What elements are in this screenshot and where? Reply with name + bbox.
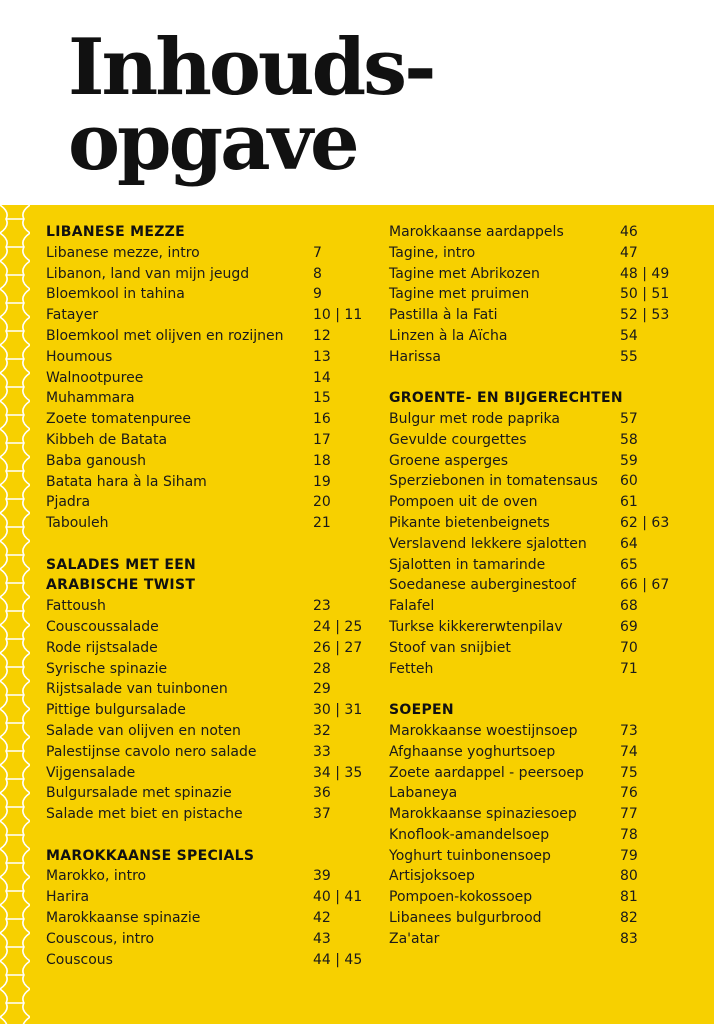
toc-entry-page: 26 | 27 xyxy=(313,639,363,656)
toc-entry-page: 78 xyxy=(620,826,638,843)
toc-entry xyxy=(389,451,709,472)
toc-entry-title: Pompoen uit de oven xyxy=(389,494,538,511)
toc-entry xyxy=(389,929,709,950)
toc-entry-page: 18 xyxy=(313,452,331,469)
toc-entry-title: Tagine, intro xyxy=(389,244,476,261)
toc-entry-title: Pjadra xyxy=(46,494,91,511)
toc-entry xyxy=(46,659,366,680)
toc-entry xyxy=(46,742,366,763)
toc-entry-page: 36 xyxy=(313,785,331,802)
toc-entry-page: 17 xyxy=(313,431,331,448)
page-title-line-2: opgave xyxy=(68,97,357,188)
section-heading-continued: ARABISCHE TWIST xyxy=(46,577,196,594)
toc-entry-title: Soedanese auberginestoof xyxy=(389,577,576,594)
toc-entry xyxy=(46,451,366,472)
section-heading: SALADES MET EEN xyxy=(46,556,197,573)
toc-entry xyxy=(46,596,366,617)
toc-entry xyxy=(389,471,709,492)
toc-entry xyxy=(46,430,366,451)
toc-entry-title: Zoete aardappel - peersoep xyxy=(389,764,584,781)
toc-entry xyxy=(46,513,366,534)
toc-entry-page: 39 xyxy=(313,868,331,885)
toc-entry-page: 13 xyxy=(313,348,331,365)
toc-entry-page: 29 xyxy=(313,681,331,698)
toc-entry xyxy=(389,264,709,285)
toc-entry-page: 81 xyxy=(620,889,638,906)
section-salades xyxy=(46,555,366,825)
toc-entry-title: Bulgur met rode paprika xyxy=(389,411,560,428)
toc-entry xyxy=(389,347,709,368)
left-column xyxy=(46,222,366,991)
toc-entry-page: 42 xyxy=(313,910,331,927)
contents-panel xyxy=(0,205,714,1024)
toc-entry-page: 61 xyxy=(620,494,638,511)
toc-entry-page: 65 xyxy=(620,556,638,573)
toc-entry-page: 48 | 49 xyxy=(620,265,670,282)
toc-entry xyxy=(389,763,709,784)
toc-entry-page: 59 xyxy=(620,452,638,469)
toc-entry-page: 77 xyxy=(620,806,638,823)
toc-entry-title: Pittige bulgursalade xyxy=(46,702,186,719)
toc-entry xyxy=(389,742,709,763)
toc-entry-title: Couscoussalade xyxy=(46,619,159,636)
toc-entry-page: 55 xyxy=(620,348,638,365)
toc-entry xyxy=(46,472,366,493)
toc-entry-page: 14 xyxy=(313,369,331,386)
toc-entry-title: Kibbeh de Batata xyxy=(46,431,168,448)
toc-entry xyxy=(46,721,366,742)
toc-entry xyxy=(46,638,366,659)
toc-entry-page: 60 xyxy=(620,473,638,490)
toc-entry xyxy=(389,243,709,264)
toc-entry xyxy=(46,866,366,887)
toc-entry xyxy=(46,908,366,929)
toc-entry xyxy=(46,617,366,638)
toc-entry-title: Baba ganoush xyxy=(46,452,147,469)
toc-entry-page: 40 | 41 xyxy=(313,889,363,906)
toc-entry xyxy=(389,222,709,243)
toc-entry-title: Bloemkool in tahina xyxy=(46,286,185,303)
toc-entry-page: 15 xyxy=(313,390,331,407)
toc-entry-title: Tagine met pruimen xyxy=(389,286,530,303)
toc-entry xyxy=(46,243,366,264)
toc-entry xyxy=(46,347,366,368)
toc-entry-page: 9 xyxy=(313,286,322,303)
toc-entry xyxy=(46,804,366,825)
toc-entry xyxy=(46,326,366,347)
toc-entry-page: 73 xyxy=(620,722,638,739)
toc-entry xyxy=(389,659,709,680)
toc-entry xyxy=(389,555,709,576)
toc-entry-page: 83 xyxy=(620,930,638,947)
toc-entry-page: 54 xyxy=(620,327,638,344)
toc-entry-page: 57 xyxy=(620,411,638,428)
toc-entry-page: 8 xyxy=(313,265,322,282)
toc-entry xyxy=(389,575,709,596)
toc-entry-title: Fattoush xyxy=(46,598,106,615)
section-heading: LIBANESE MEZZE xyxy=(46,224,185,240)
toc-entry xyxy=(46,388,366,409)
section-heading: SOEPEN xyxy=(389,702,454,719)
toc-entry-title: Za'atar xyxy=(389,930,440,947)
toc-entry-title: Labaneya xyxy=(389,785,458,802)
toc-entry-page: 47 xyxy=(620,244,638,261)
toc-entry xyxy=(389,492,709,513)
toc-entry xyxy=(389,513,709,534)
toc-entry-title: Verslavend lekkere sjalotten xyxy=(389,535,587,552)
toc-entry xyxy=(46,305,366,326)
toc-entry-title: Harissa xyxy=(389,348,441,365)
page-title xyxy=(68,22,434,188)
toc-entry-page: 75 xyxy=(620,764,638,781)
toc-entry xyxy=(389,783,709,804)
toc-entry xyxy=(389,326,709,347)
toc-entry-title: Rijstsalade van tuinbonen xyxy=(46,681,228,698)
toc-entry xyxy=(46,492,366,513)
toc-entry-page: 24 | 25 xyxy=(313,619,363,636)
toc-entry-title: Pikante bietenbeignets xyxy=(389,515,550,532)
toc-entry-title: Pastilla à la Fati xyxy=(389,307,498,324)
toc-entry xyxy=(389,866,709,887)
toc-entry-title: Zoete tomatenpuree xyxy=(46,411,192,428)
toc-entry-title: Stoof van snijbiet xyxy=(389,639,511,656)
toc-entry-page: 12 xyxy=(313,327,331,344)
toc-entry xyxy=(389,534,709,555)
toc-entry-title: Houmous xyxy=(46,348,113,365)
toc-entry xyxy=(389,825,709,846)
toc-entry-title: Couscous xyxy=(46,951,113,968)
toc-entry-title: Vijgensalade xyxy=(46,764,136,781)
toc-entry-title: Walnootpuree xyxy=(46,369,144,386)
section-libanese-mezze xyxy=(46,222,366,534)
toc-entry-page: 71 xyxy=(620,660,638,677)
toc-entry xyxy=(389,908,709,929)
toc-entry-title: Sperziebonen in tomatensaus xyxy=(389,473,598,490)
toc-entry xyxy=(46,887,366,908)
toc-entry-title: Marokkaanse aardappels xyxy=(389,224,564,240)
toc-entry xyxy=(389,617,709,638)
toc-entry-page: 7 xyxy=(313,244,322,261)
moroccan-lattice-pattern-icon xyxy=(0,205,30,1024)
toc-entry-title: Libanese mezze, intro xyxy=(46,244,200,261)
toc-entry xyxy=(389,430,709,451)
toc-entry-title: Turkse kikkererwtenpilav xyxy=(389,619,563,636)
toc-entry-title: Marokkaanse spinazie xyxy=(46,910,201,927)
toc-entry-page: 19 xyxy=(313,473,331,490)
toc-entry-page: 32 xyxy=(313,723,331,740)
toc-entry-title: Fatayer xyxy=(46,307,99,324)
toc-entry-page: 30 | 31 xyxy=(313,702,363,719)
toc-entry-page: 69 xyxy=(620,619,638,636)
toc-entry-page: 66 | 67 xyxy=(620,577,670,594)
toc-entry-page: 82 xyxy=(620,910,638,927)
toc-entry-title: Tabouleh xyxy=(46,515,109,532)
toc-entry-page: 70 xyxy=(620,639,638,656)
toc-entry-page: 34 | 35 xyxy=(313,764,363,781)
toc-entry-title: Fetteh xyxy=(389,660,434,677)
page-title-line-1: Inhouds- xyxy=(68,22,434,113)
toc-entry-title: Palestijnse cavolo nero salade xyxy=(46,743,257,760)
toc-entry-title: Pompoen-kokossoep xyxy=(389,889,533,906)
toc-entry xyxy=(46,929,366,950)
right-column xyxy=(389,222,709,970)
toc-entry-title: Couscous, intro xyxy=(46,930,155,947)
toc-entry xyxy=(46,264,366,285)
toc-entry xyxy=(389,409,709,430)
toc-entry-page: 10 | 11 xyxy=(313,307,363,324)
toc-entry xyxy=(389,887,709,908)
toc-entry-title: Sjalotten in tamarinde xyxy=(389,556,546,573)
toc-entry xyxy=(389,596,709,617)
toc-entry-page: 23 xyxy=(313,598,331,615)
toc-entry-title: Marokko, intro xyxy=(46,868,147,885)
section-marokkaanse-specials xyxy=(46,846,366,971)
toc-entry xyxy=(389,721,709,742)
toc-entry-title: Linzen à la Aïcha xyxy=(389,327,508,344)
toc-entry xyxy=(46,679,366,700)
toc-entry-page: 16 xyxy=(313,411,331,428)
toc-entry xyxy=(46,284,366,305)
toc-entry xyxy=(46,763,366,784)
toc-entry-page: 20 xyxy=(313,494,331,511)
toc-entry xyxy=(46,950,366,971)
toc-entry-title: Harira xyxy=(46,889,90,906)
toc-entry-title: Knoflook-amandelsoep xyxy=(389,826,550,843)
toc-entry-title: Marokkaanse woestijnsoep xyxy=(389,722,578,739)
toc-entry xyxy=(389,846,709,867)
toc-entry-title: Rode rijstsalade xyxy=(46,639,158,656)
toc-entry-title: Salade met biet en pistache xyxy=(46,806,243,823)
toc-entry-title: Salade van olijven en noten xyxy=(46,723,241,740)
toc-entry-title: Gevulde courgettes xyxy=(389,431,527,448)
section-soepen xyxy=(389,700,709,950)
toc-entry-page: 74 xyxy=(620,743,638,760)
toc-entry-title: Libanon, land van mijn jeugd xyxy=(46,265,250,282)
toc-entry-title: Libanees bulgurbrood xyxy=(389,910,542,927)
toc-entry-page: 43 xyxy=(313,930,331,947)
section-groente-bijgerechten xyxy=(389,388,709,679)
toc-entry xyxy=(46,700,366,721)
toc-entry-title: Falafel xyxy=(389,598,435,615)
toc-entry-page: 58 xyxy=(620,431,638,448)
toc-entry xyxy=(389,638,709,659)
toc-entry-title: Bulgursalade met spinazie xyxy=(46,785,232,802)
toc-entry-title: Bloemkool met olijven en rozijnen xyxy=(46,327,284,344)
toc-entry-title: Yoghurt tuinbonensoep xyxy=(389,847,551,864)
toc-entry-page: 33 xyxy=(313,743,331,760)
toc-entry-title: Marokkaanse spinaziesoep xyxy=(389,806,577,823)
toc-entry-page: 68 xyxy=(620,598,638,615)
toc-entry-page: 46 xyxy=(620,224,638,240)
toc-entry xyxy=(46,368,366,389)
toc-entry xyxy=(389,804,709,825)
toc-entry-title: Syrische spinazie xyxy=(46,660,168,677)
toc-entry xyxy=(46,409,366,430)
toc-entry-page: 52 | 53 xyxy=(620,307,670,324)
toc-entry-page: 80 xyxy=(620,868,638,885)
toc-entry-page: 62 | 63 xyxy=(620,515,670,532)
toc-entry-page: 28 xyxy=(313,660,331,677)
toc-entry-title: Afghaanse yoghurtsoep xyxy=(389,743,556,760)
toc-entry-page: 21 xyxy=(313,515,331,532)
toc-entry-page: 76 xyxy=(620,785,638,802)
toc-entry-title: Tagine met Abrikozen xyxy=(389,265,540,282)
toc-entry-title: Artisjoksoep xyxy=(389,868,475,885)
toc-entry xyxy=(389,305,709,326)
toc-entry-title: Batata hara à la Siham xyxy=(46,473,207,490)
section-heading: MAROKKAANSE SPECIALS xyxy=(46,847,255,864)
toc-entry-page: 79 xyxy=(620,847,638,864)
toc-entry-page: 64 xyxy=(620,535,638,552)
toc-entry-page: 37 xyxy=(313,806,331,823)
toc-entry-title: Groene asperges xyxy=(389,452,509,469)
toc-entry-page: 44 | 45 xyxy=(313,951,363,968)
section-marokkaanse-specials-continued xyxy=(389,222,709,368)
section-heading: GROENTE- EN BIJGERECHTEN xyxy=(389,390,623,407)
toc-entry-page: 50 | 51 xyxy=(620,286,670,303)
toc-entry xyxy=(46,783,366,804)
toc-entry-title: Muhammara xyxy=(46,390,135,407)
toc-entry xyxy=(389,284,709,305)
